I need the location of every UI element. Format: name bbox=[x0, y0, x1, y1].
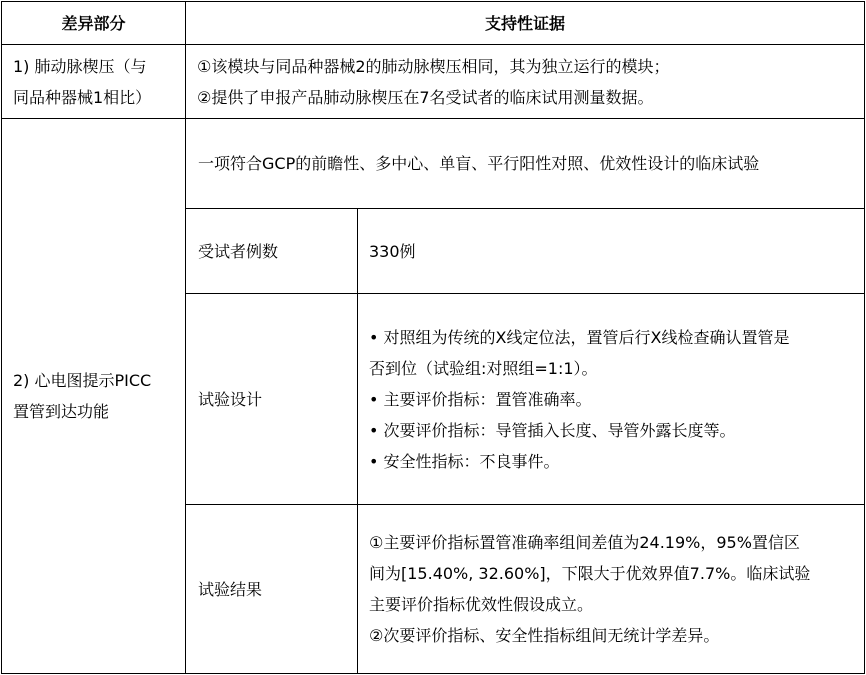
results-line: 间为[15.40%, 32.60%]，下限大于优效界值7.7%。临床试验 bbox=[369, 564, 811, 583]
design-line: 否到位（试验组:对照组=1:1）。 bbox=[369, 358, 598, 378]
design-content-cell bbox=[358, 294, 864, 504]
results-line: ①主要评价指标置管准确率组间差值为24.19%，95%置信区 bbox=[369, 533, 800, 552]
header-evidence-text: 支持性证据 bbox=[484, 13, 565, 33]
design-line: • 安全性指标：不良事件。 bbox=[369, 451, 560, 471]
table-border-bottom bbox=[1, 673, 865, 674]
subjects-label-cell bbox=[186, 209, 357, 293]
subjects-value: 330例 bbox=[369, 241, 416, 261]
row2-label bbox=[2, 119, 185, 673]
subjects-label: 受试者例数 bbox=[198, 241, 279, 261]
design-label-cell bbox=[186, 294, 357, 504]
header-difference bbox=[2, 2, 185, 44]
row1-label-line: 1) 肺动脉楔压（与 bbox=[13, 56, 147, 76]
design-line: • 主要评价指标：置管准确率。 bbox=[369, 389, 592, 409]
header-evidence bbox=[186, 2, 864, 44]
row1-label-line: 同品种器械1相比） bbox=[13, 87, 152, 107]
row1-label bbox=[2, 45, 185, 118]
subjects-value-cell bbox=[358, 209, 864, 293]
results-content-cell bbox=[358, 505, 864, 673]
row1-evidence-line: ②提供了申报产品肺动脉楔压在7名受试者的临床试用测量数据。 bbox=[197, 87, 654, 107]
design-label: 试验设计 bbox=[198, 389, 263, 409]
row2-label-line: 置管到达功能 bbox=[13, 402, 110, 421]
table-border-right bbox=[864, 1, 865, 674]
results-label: 试验结果 bbox=[198, 579, 263, 599]
header-difference-text: 差异部分 bbox=[61, 13, 126, 33]
results-line: 主要评价指标优效性假设成立。 bbox=[369, 595, 594, 614]
design-line: • 对照组为传统的X线定位法，置管后行X线检查确认置管是 bbox=[369, 327, 790, 347]
row1-evidence bbox=[186, 45, 864, 118]
trial-summary-text: 一项符合GCP的前瞻性、多中心、单盲、平行阳性对照、优效性设计的临床试验 bbox=[198, 154, 760, 173]
trial-summary bbox=[186, 119, 864, 208]
row2-label-line: 2) 心电图提示PICC bbox=[13, 371, 152, 390]
design-line: • 次要评价指标：导管插入长度、导管外露长度等。 bbox=[369, 420, 736, 440]
results-line: ②次要评价指标、安全性指标组间无统计学差异。 bbox=[369, 626, 720, 645]
results-label-cell bbox=[186, 505, 357, 673]
row1-evidence-line: ①该模块与同品种器械2的肺动脉楔压相同，其为独立运行的模块； bbox=[197, 56, 670, 76]
